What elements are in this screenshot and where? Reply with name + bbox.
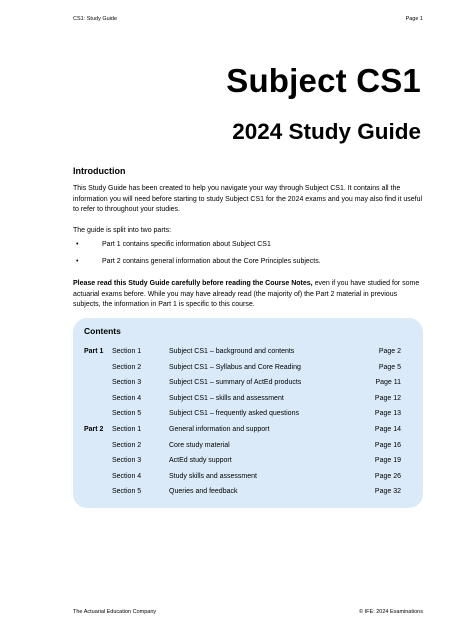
contents-section: Section 3 <box>112 379 142 387</box>
contents-row[interactable] <box>73 442 423 454</box>
intro-paragraph-3-rest: even if you have studied for some actuarial exams before. While you may have already read (the majority of) the Part 2 material in previous subjects, the information in Part 1 is specific to this course. <box>73 280 420 309</box>
document-subtitle: 2024 Study Guide <box>232 119 421 144</box>
contents-description: Subject CS1 – skills and assessment <box>169 394 284 402</box>
contents-description: Queries and feedback <box>169 488 238 496</box>
contents-section: Section 4 <box>112 394 142 402</box>
contents-description: ActEd study support <box>169 457 232 465</box>
contents-page: Page 26 <box>374 472 401 480</box>
contents-section: Section 1 <box>112 426 142 433</box>
contents-section: Section 1 <box>112 348 142 355</box>
contents-description: Subject CS1 – frequently asked questions <box>169 410 299 418</box>
contents-section: Section 2 <box>112 441 142 449</box>
contents-description: Core study material <box>169 441 230 449</box>
contents-page: Page 32 <box>374 488 401 496</box>
contents-row[interactable] <box>73 348 423 360</box>
contents-description: Subject CS1 – Syllabus and Core Reading <box>169 363 301 371</box>
bullet-item-2: Part 2 contains general information about the Core Principles subjects. <box>102 258 321 265</box>
contents-row[interactable] <box>73 364 423 376</box>
contents-row[interactable] <box>73 379 423 391</box>
intro-paragraph-1: This Study Guide has been created to help you navigate your way through Subject CS1. It contains all the information you will need before starting to study Subject CS1 for the 2024 exams and you may also find it useful to refer to throughout your studies. <box>73 185 423 214</box>
footer-right: © IFE: 2024 Examinations <box>359 609 423 615</box>
contents-section: Section 3 <box>112 457 142 465</box>
intro-paragraph-3-bold: Please read this Study Guide carefully before reading the Course Notes, <box>73 280 313 287</box>
contents-heading: Contents <box>84 326 121 336</box>
contents-section: Section 2 <box>112 363 142 371</box>
contents-page: Page 16 <box>374 441 401 449</box>
intro-paragraph-2: The guide is split into two parts: <box>73 227 172 234</box>
contents-row[interactable] <box>73 410 423 422</box>
header-left: CS1: Study Guide <box>73 16 118 22</box>
contents-section: Section 5 <box>112 488 142 496</box>
contents-row[interactable] <box>73 426 423 438</box>
contents-page: Page 12 <box>374 394 401 402</box>
bullet-item-1: Part 1 contains specific information about Subject CS1 <box>102 241 271 248</box>
contents-page: Page 19 <box>374 457 401 465</box>
bullet-marker: • <box>76 241 79 248</box>
contents-row[interactable] <box>73 488 423 500</box>
bullet-marker: • <box>76 258 79 265</box>
footer-left: The Actuarial Education Company <box>73 609 157 615</box>
contents-section: Section 5 <box>112 410 142 418</box>
contents-page: Page 5 <box>378 363 401 371</box>
contents-page: Page 13 <box>374 410 401 418</box>
contents-page: Page 11 <box>375 379 401 387</box>
contents-row[interactable] <box>73 457 423 469</box>
header-page-number: Page 1 <box>405 16 423 22</box>
contents-row[interactable] <box>73 395 423 407</box>
contents-page: Page 14 <box>374 426 401 433</box>
introduction-heading: Introduction <box>73 166 126 176</box>
contents-page: Page 2 <box>378 348 401 355</box>
document-title: Subject CS1 <box>226 62 421 99</box>
contents-row[interactable] <box>73 473 423 485</box>
contents-description: General information and support <box>169 426 270 433</box>
contents-section: Section 4 <box>112 472 142 480</box>
contents-box <box>73 318 423 508</box>
contents-description: Study skills and assessment <box>169 472 257 480</box>
contents-description: Subject CS1 – summary of ActEd products <box>169 379 302 387</box>
contents-description: Subject CS1 – background and contents <box>169 348 295 355</box>
contents-part: Part 2 <box>84 426 104 433</box>
contents-part: Part 1 <box>84 348 104 355</box>
intro-paragraph-3 <box>73 279 423 311</box>
